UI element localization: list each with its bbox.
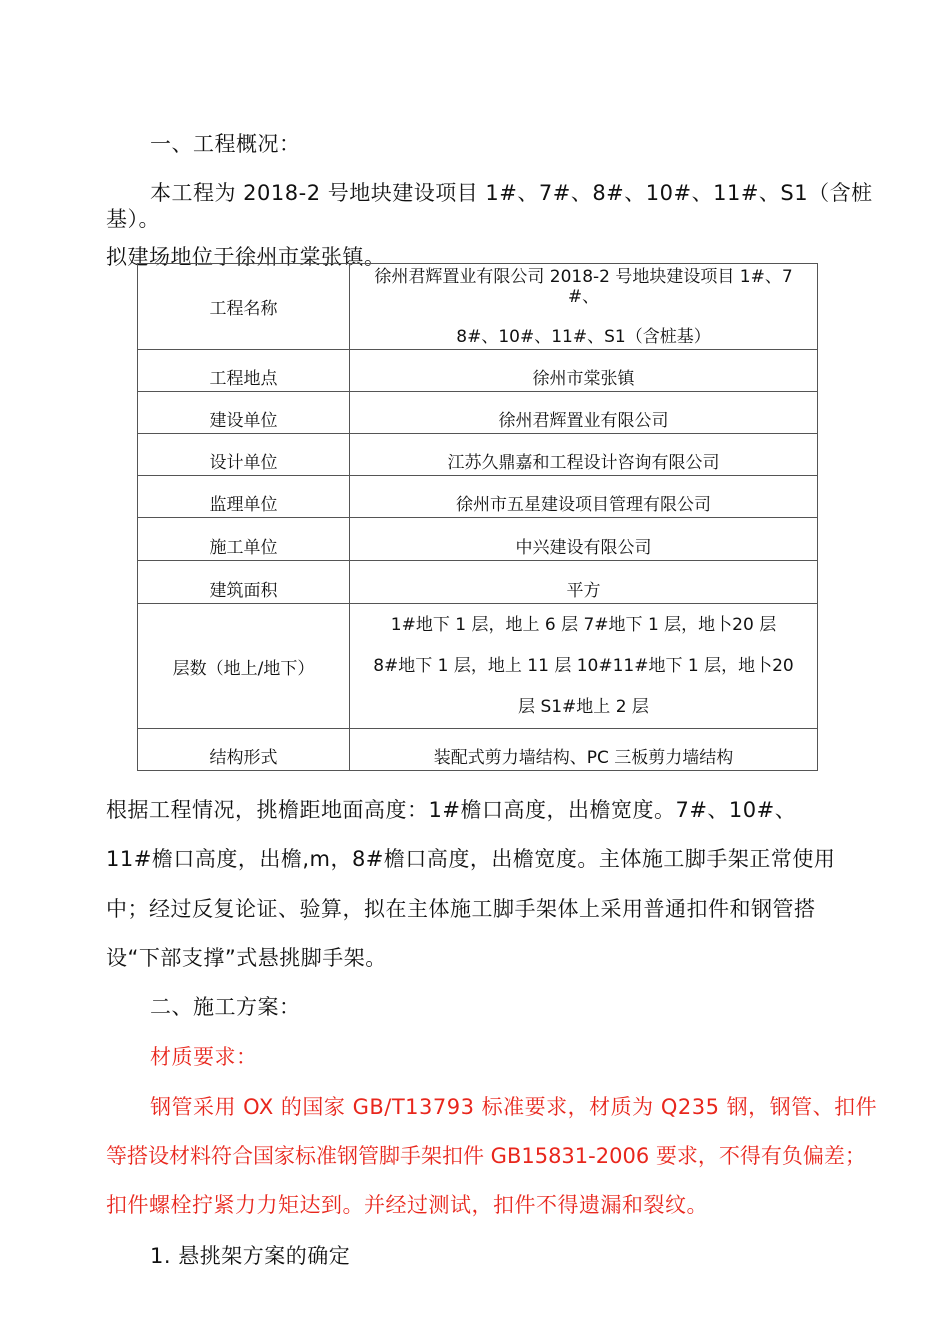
intro-line-1: 本工程为 2018-2 号地块建设项目 1#、7#、8#、10#、11#、S1（含桩 [150, 181, 873, 205]
row-value: 1#地下 1 层，地上 6 层 7#地下 1 层，地卜20 层 8#地下 1 层，地上 11 层 10#11#地下 1 层，地卜20 层 S1#地上 2 层 [350, 604, 818, 729]
section1-heading: 一、工程概况： [150, 132, 301, 156]
row-value: 徐州市五星建设项目管理有限公司 [350, 476, 818, 518]
row-label: 工程地点 [138, 350, 350, 392]
row-value: 装配式剪力墙结构、PC 三板剪力墙结构 [350, 729, 818, 771]
row-value: 平方 [350, 561, 818, 604]
row-value: 中兴建设有限公司 [350, 518, 818, 561]
material-line-3: 扣件螺栓拧紧力力矩达到。并经过测试，扣件不得遗漏和裂纹。 [106, 1193, 708, 1217]
section2-heading: 二、施工方案： [150, 995, 301, 1019]
para-line-4: 设“下部支撑”式悬挑脚手架。 [106, 946, 387, 970]
table-row [138, 518, 818, 561]
table-row [138, 350, 818, 392]
subsection-heading: 1. 悬挑架方案的确定 [150, 1244, 351, 1268]
intro-line-3: 拟建场地位于徐州市棠张镇。 [106, 245, 386, 269]
row-label: 施工单位 [138, 518, 350, 561]
row-value: 徐州君辉置业有限公司 [350, 392, 818, 434]
table-row [138, 392, 818, 434]
para-line-1: 根据工程情况，挑檐距地面高度：1#檐口高度，出檐宽度。7#、10#、 [106, 798, 797, 822]
row-value: 徐州市棠张镇 [350, 350, 818, 392]
row-label: 结构形式 [138, 729, 350, 771]
intro-line-2: 基）。 [106, 207, 160, 231]
material-line-1: 钢管采用 OX 的国家 GB/T13793 标准要求，材质为 Q235 钢，钢管、扣件 [150, 1095, 878, 1119]
para-line-3: 中；经过反复论证、验算，拟在主体施工脚手架体上采用普通扣件和钢管搭 [106, 897, 816, 921]
table-row [138, 604, 818, 729]
row-label: 建设单位 [138, 392, 350, 434]
material-line-2: 等搭设材料符合国家标准钢管脚手架扣件 GB15831-2006 要求，不得有负偏差； [106, 1144, 866, 1168]
table-row [138, 434, 818, 476]
row-label: 设计单位 [138, 434, 350, 476]
project-info-table [137, 263, 818, 771]
row-value: 江苏久鼎嘉和工程设计咨询有限公司 [350, 434, 818, 476]
table-row [138, 561, 818, 604]
table-row [138, 476, 818, 518]
row-label: 建筑面积 [138, 561, 350, 604]
material-heading: 材质要求： [150, 1045, 258, 1069]
table-row [138, 729, 818, 771]
para-line-2: 11#檐口高度，出檐,m，8#檐口高度，出檐宽度。主体施工脚手架正常使用 [106, 847, 836, 871]
row-value: 徐州君辉置业有限公司 2018-2 号地块建设项目 1#、7 #、 8#、10#、11#、S1（含桩基） [350, 264, 818, 350]
table-row [138, 264, 818, 350]
row-label: 工程名称 [138, 264, 350, 350]
row-label: 层数（地上/地下） [138, 604, 350, 729]
row-label: 监理单位 [138, 476, 350, 518]
